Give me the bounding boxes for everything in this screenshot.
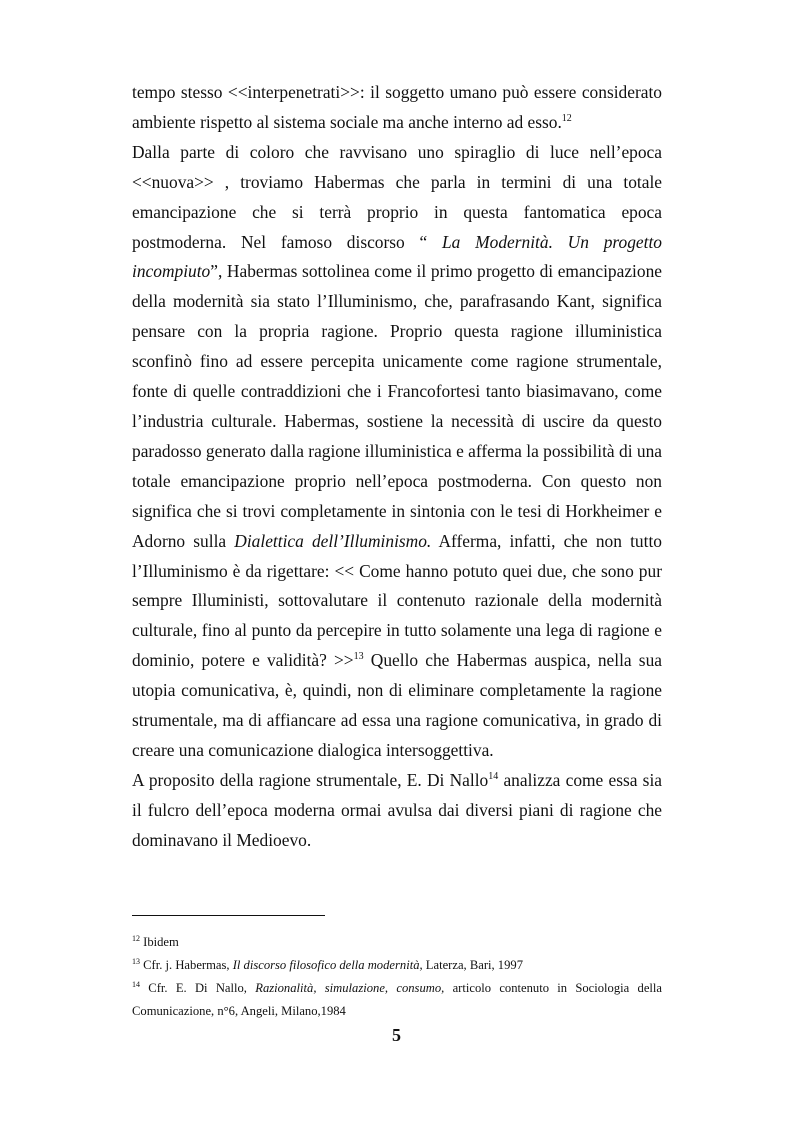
- footnote-work-title: Il discorso filosofico della modernità,: [232, 958, 423, 972]
- page-number: 5: [392, 1025, 401, 1045]
- paragraph: [132, 78, 662, 138]
- paragraph-text: tempo stesso <<interpenetrati>>: il soggetto umano può essere considerato ambiente rispetto al sistema sociale ma anche interno ad esso.: [132, 82, 662, 132]
- paragraph-text: ”, Habermas sottolinea come il primo progetto di emancipazione della modernità sia stato l’Illuminismo, che, parafrasando Kant, significa pensare con la propria ragione. Proprio questa ragione illuministica sconfinò fino ad essere percepita unicamente come ragione strumentale, fonte di quelle contraddizioni che i Francofortesi tanto biasimavano, come l’industria culturale. Habermas, sostiene la necessità di uscire da questo paradosso generato dalla ragione illuministica e afferma la possibilità di una totale emancipazione proprio nell’epoca postmoderna. Con questo non significa che si trovi completamente in sintonia con le tesi di Horkheimer e Adorno sulla: [132, 261, 662, 551]
- paragraph-text: analizza come essa sia il fulcro dell’epoca moderna ormai avulsa dai diversi piani di ragione che dominavano il Medioevo.: [132, 769, 663, 850]
- work-title: Dialettica dell’Illuminismo.: [234, 530, 432, 551]
- footnote-text: Laterza, Bari, 1997: [422, 958, 523, 972]
- paragraph: [132, 766, 662, 856]
- footnote-text: Ibidem: [140, 935, 179, 949]
- paragraph-text: Quello che Habermas auspica, nella sua utopia comunicativa, è, quindi, non di eliminare completamente la ragione strumentale, ma di affiancare ad essa una ragione comunicativa, in grado di creare una comunicazione dialogica intersoggettiva.: [132, 650, 662, 760]
- footnote: [132, 977, 662, 1023]
- footnote-number: 12: [132, 934, 140, 943]
- main-text: [132, 78, 662, 856]
- footnote: [132, 954, 662, 977]
- footnote-work-title: Razionalità, simulazione, consumo,: [255, 981, 445, 995]
- footnote-text: Cfr. E. Di Nallo,: [140, 981, 256, 995]
- footnote-reference: 14: [488, 770, 499, 782]
- paragraph-text: Afferma, infatti, che non tutto l’Illuminismo è da rigettare: << Come hanno potuto quei due, che sono pur sempre Illuministi, sottovalutare il contenuto razionale della modernità culturale, fino al punto da percepire in tutto solamente una lega di ragione e dominio, potere e validità? >>: [132, 530, 662, 671]
- paragraph-text: A proposito della ragione strumentale, E. Di Nallo: [132, 769, 489, 790]
- footnote-number: 13: [132, 957, 140, 966]
- footnote-reference: 12: [561, 112, 572, 124]
- footnote-text: articolo contenuto in Sociologia della Comunicazione, n°6, Angeli, Milano,1984: [132, 981, 662, 1018]
- work-title: La Modernità. Un progetto incompiuto: [132, 231, 662, 282]
- footnote-reference: 13: [353, 651, 364, 663]
- paragraph: [132, 138, 662, 766]
- footnotes: [132, 931, 662, 1023]
- footnote: [132, 931, 662, 954]
- paragraph-text: Dalla parte di coloro che ravvisano uno spiraglio di luce nell’epoca <<nuova>> , troviamo Habermas che parla in termini di una totale emancipazione che si terrà proprio in questa fantomatica epoca postmoderna. Nel famoso discorso “: [132, 141, 662, 252]
- footnote-number: 14: [132, 980, 140, 989]
- footnote-separator: [132, 915, 325, 916]
- footnote-text: Cfr. j. Habermas,: [140, 958, 233, 972]
